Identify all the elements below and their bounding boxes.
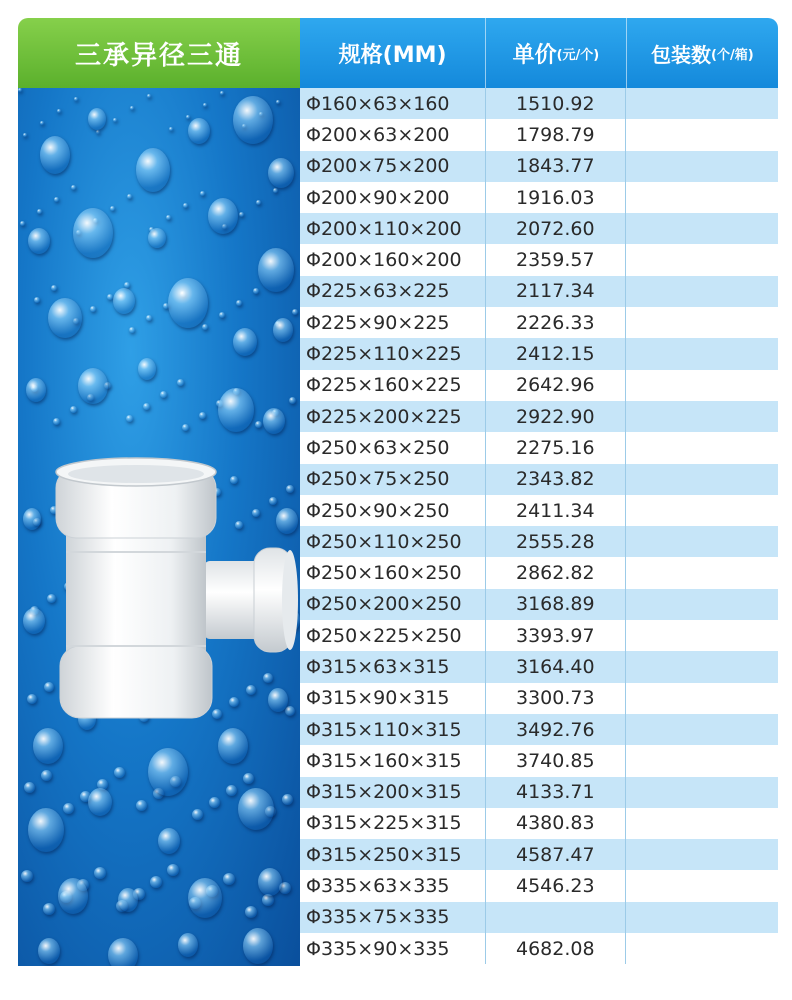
water-drop [273,188,278,193]
water-drop [178,933,198,957]
table-row [300,244,778,275]
pack-cell [626,119,778,150]
spec-cell: Φ335×90×335 [300,933,486,964]
spec-cell: Φ250×75×250 [300,464,486,495]
water-drop [292,309,298,315]
water-drop [40,121,44,125]
spec-cell: Φ250×110×250 [300,526,486,557]
water-drop [160,391,167,398]
table-row [300,557,778,588]
price-cell: 4587.47 [486,839,626,870]
price-cell: 2117.34 [486,276,626,307]
pack-cell [626,933,778,964]
water-drop [38,938,60,964]
table-row [300,777,778,808]
spec-cell: Φ160×63×160 [300,88,486,119]
pack-cell [626,620,778,651]
water-drop [127,194,132,199]
table-row [300,182,778,213]
product-panel [18,18,300,966]
water-drop [238,788,274,830]
water-drop [150,876,162,888]
table-row [300,620,778,651]
water-drop [143,403,150,410]
water-drop [138,358,156,380]
water-drop [168,278,208,328]
water-drop [158,828,180,854]
price-cell: 3393.97 [486,620,626,651]
spec-cell: Φ315×90×315 [300,683,486,714]
water-drop [167,864,179,876]
water-drop [21,870,33,882]
water-drop [199,412,206,419]
pack-cell [626,276,778,307]
pack-cell [626,182,778,213]
spec-cell: Φ335×63×335 [300,870,486,901]
water-drop [53,418,60,425]
price-cell: 2862.82 [486,557,626,588]
water-drop [34,297,40,303]
water-drop [37,209,42,214]
table-row [300,651,778,682]
price-cell: 3300.73 [486,683,626,714]
water-drop [209,797,220,808]
spec-cell: Φ315×225×315 [300,808,486,839]
water-drop [96,130,100,134]
water-drop [202,324,208,330]
price-cell: 3740.85 [486,745,626,776]
table-row [300,119,778,150]
spec-cell: Φ225×200×225 [300,401,486,432]
price-cell: 4380.83 [486,808,626,839]
water-drop [136,148,170,192]
pack-cell [626,808,778,839]
price-cell: 3492.76 [486,714,626,745]
water-drop [192,809,203,820]
water-drop [44,682,54,692]
table-body [300,88,778,964]
water-drop [188,118,210,144]
water-drop [74,97,78,101]
water-drop [90,306,96,312]
price-cell: 2642.96 [486,370,626,401]
table-row [300,370,778,401]
table-row [300,307,778,338]
price-cell: 4682.08 [486,933,626,964]
table-row [300,151,778,182]
water-drop [58,878,88,914]
water-drop [243,773,254,784]
price-table [300,18,778,966]
table-row [300,745,778,776]
water-drop [203,103,207,107]
pack-cell [626,88,778,119]
pack-cell [626,839,778,870]
water-drop [218,388,254,432]
water-drop [289,397,296,404]
price-cell: 2411.34 [486,495,626,526]
pack-cell [626,870,778,901]
price-cell: 4546.23 [486,870,626,901]
water-drop [114,767,125,778]
table-row [300,495,778,526]
spec-cell: Φ335×75×335 [300,902,486,933]
table-row [300,714,778,745]
water-drop [110,206,115,211]
pack-cell [626,370,778,401]
water-drop [188,878,222,918]
price-cell: 2343.82 [486,464,626,495]
spec-cell: Φ315×63×315 [300,651,486,682]
spec-cell: Φ225×160×225 [300,370,486,401]
water-drop [94,867,106,879]
spec-cell: Φ225×110×225 [300,338,486,369]
water-drop [276,100,280,104]
water-drop [70,406,77,413]
water-drop [33,728,63,764]
pack-cell [626,683,778,714]
table-row [300,933,778,964]
spec-cell: Φ225×90×225 [300,307,486,338]
water-drop [219,312,225,318]
water-drop [186,115,190,119]
water-drop [23,508,41,530]
water-drop [108,938,138,966]
spec-cell: Φ225×63×225 [300,276,486,307]
water-drop [118,888,138,912]
pack-cell [626,557,778,588]
spec-cell: Φ250×160×250 [300,557,486,588]
spec-cell: Φ200×63×200 [300,119,486,150]
spec-cell: Φ200×90×200 [300,182,486,213]
water-drop [233,96,273,144]
pvc-reducing-tee-icon [54,456,299,731]
table-row [300,464,778,495]
water-drop [255,421,262,428]
water-drop [113,288,135,314]
water-drop [63,803,74,814]
water-drop [166,215,171,220]
water-drop [208,198,238,234]
water-drop [40,136,70,174]
product-title: 三承异径三通 [74,40,243,71]
water-drop [233,328,257,356]
water-drop [263,408,285,434]
water-drop [218,728,248,764]
water-drop [41,770,52,781]
water-drop [177,379,184,386]
price-cell: 3168.89 [486,589,626,620]
price-column-header: 单价 (元/个) [486,18,626,88]
water-drop [54,197,59,202]
water-drop [18,88,22,92]
price-cell [486,902,626,933]
price-cell: 2412.15 [486,338,626,369]
pack-cell [626,464,778,495]
water-drop [183,203,188,208]
pack-cell [626,401,778,432]
water-drop [113,118,117,122]
water-drop [220,91,224,95]
water-drop [182,424,189,431]
price-cell: 2359.57 [486,244,626,275]
spec-cell: Φ315×250×315 [300,839,486,870]
table-row [300,276,778,307]
water-drop [130,106,134,110]
spec-column-header: 规格(MM) [300,18,486,88]
water-drop [88,788,112,816]
water-drop [148,748,188,796]
spec-cell: Φ250×225×250 [300,620,486,651]
table-row [300,401,778,432]
price-cell: 1798.79 [486,119,626,150]
pack-column-header: 包装数 (个/箱) [651,42,754,67]
price-cell: 3164.40 [486,651,626,682]
water-drop [28,228,50,254]
spec-cell: Φ250×90×250 [300,495,486,526]
price-cell: 2072.60 [486,213,626,244]
spec-cell: Φ250×63×250 [300,432,486,463]
water-drop [282,794,293,805]
water-drop [268,158,294,188]
water-drop [226,785,237,796]
pack-cell [626,526,778,557]
price-cell: 2226.33 [486,307,626,338]
spec-cell: Φ315×110×315 [300,714,486,745]
table-row [300,213,778,244]
table-row [300,683,778,714]
water-drop [73,208,113,258]
pack-cell [626,495,778,526]
water-drop [136,800,147,811]
table-row [300,589,778,620]
spec-cell: Φ200×110×200 [300,213,486,244]
water-drop [253,288,259,294]
water-drop [239,212,244,217]
pack-cell [626,902,778,933]
water-drop [88,108,106,130]
pack-cell [626,307,778,338]
water-drop [78,368,108,404]
pack-cell [626,745,778,776]
water-drop [147,94,151,98]
pack-cell [626,777,778,808]
water-drop [258,248,294,292]
pack-cell [626,714,778,745]
spec-cell: Φ315×160×315 [300,745,486,776]
pack-cell [626,338,778,369]
table-row [300,839,778,870]
price-sheet [18,18,778,966]
water-drop [146,315,152,321]
table-row [300,526,778,557]
water-drop [243,928,273,964]
water-drop [23,608,45,634]
table-row [300,870,778,901]
pack-cell [626,651,778,682]
spec-cell: Φ200×160×200 [300,244,486,275]
pack-cell [626,589,778,620]
water-drop [27,694,37,704]
price-cell: 1843.77 [486,151,626,182]
water-drop [20,221,25,226]
price-cell: 4133.71 [486,777,626,808]
water-drop [148,228,166,248]
table-row [300,338,778,369]
water-drop [256,200,261,205]
water-drop [273,318,293,342]
price-cell: 1510.92 [486,88,626,119]
water-drop [129,327,135,333]
pack-cell [626,151,778,182]
water-drop [223,873,235,885]
price-cell: 1916.03 [486,182,626,213]
pack-cell [626,432,778,463]
water-drop [71,185,76,190]
water-drop [169,127,173,131]
price-cell: 2922.90 [486,401,626,432]
price-cell: 2275.16 [486,432,626,463]
spec-cell: Φ200×75×200 [300,151,486,182]
pack-cell [626,213,778,244]
pack-cell [626,244,778,275]
spec-cell: Φ250×200×250 [300,589,486,620]
water-drop [43,903,55,915]
spec-cell: Φ315×200×315 [300,777,486,808]
water-drop [200,191,205,196]
water-drop [24,782,35,793]
price-cell: 2555.28 [486,526,626,557]
water-drop [126,415,133,422]
water-drop [236,300,242,306]
product-title-box [18,18,300,88]
table-row [300,902,778,933]
water-drop [51,285,57,291]
water-drops-background [18,88,300,966]
water-drop [57,109,61,113]
table-row [300,432,778,463]
table-header [300,18,778,88]
water-drop [258,868,282,896]
water-drop [28,808,64,852]
water-drop [245,906,257,918]
table-row [300,88,778,119]
table-row [300,808,778,839]
water-drop [23,133,27,137]
water-drop [26,378,46,402]
water-drop [48,298,82,338]
